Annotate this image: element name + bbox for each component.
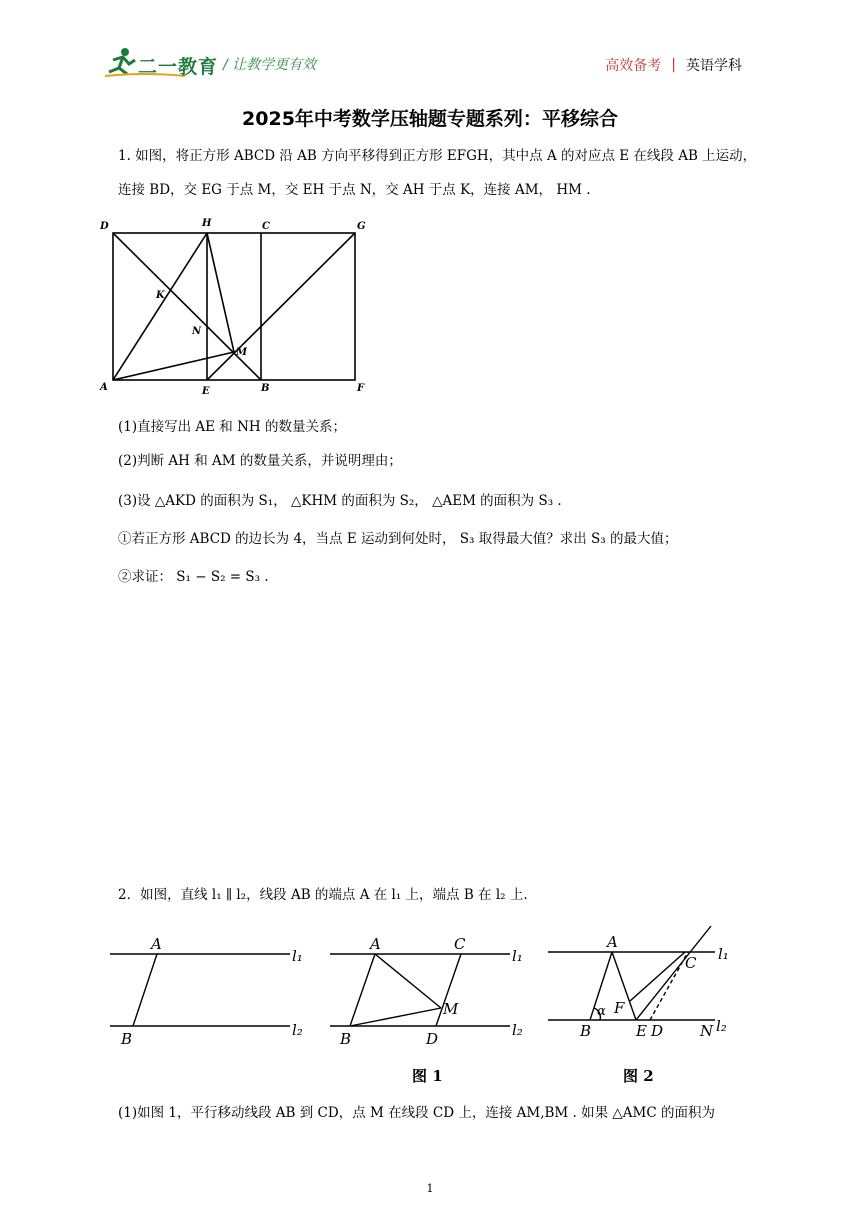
q2-figA-label-B: B xyxy=(121,1030,133,1048)
header-divider: | xyxy=(671,57,676,73)
q2-fig1-label-A: A xyxy=(370,935,381,953)
q2-fig1-label-B: B xyxy=(340,1030,352,1048)
q2-figA-label-l2: l₂ xyxy=(292,1021,303,1039)
q2-fig1-label-D: D xyxy=(426,1030,439,1048)
q1-label-H: H xyxy=(202,218,212,229)
q2-fig2-label-F: F xyxy=(614,999,625,1017)
q2-fig2-label-l1: l₁ xyxy=(718,945,729,963)
q2-figA-label-l1: l₁ xyxy=(292,947,303,965)
q1-line1: 1. 如图，将正方形 ABCD 沿 AB 方向平移得到正方形 EFGH，其中点 A 的对应点 E 在线段 AB 上运动， xyxy=(118,148,757,164)
q1-label-N: N xyxy=(192,326,202,337)
q2-figA-label-A: A xyxy=(151,935,162,953)
q1-label-G: G xyxy=(357,221,366,232)
q1-label-K: K xyxy=(156,290,165,301)
q1-label-M: M xyxy=(236,347,248,358)
q2-fig2-label-l2: l₂ xyxy=(716,1017,727,1035)
q2-fig1-label-l1: l₁ xyxy=(512,947,523,965)
q1-label-D: D xyxy=(100,221,109,232)
slogan: / 让教学更有效 xyxy=(223,57,317,73)
q1-label-A: A xyxy=(100,382,108,393)
q2-fig2-caption: 图 2 xyxy=(623,1067,654,1085)
q1-sub3a: ①若正方形 ABCD 的边长为 4，当点 E 运动到何处时， S₃ 取得最大值？求出 S₃ 的最大值； xyxy=(118,531,678,547)
header-right xyxy=(605,55,742,75)
header-tag-exam: 高效备考 xyxy=(605,58,662,74)
q1-sub3b: ②求证： S₁ − S₂ = S₃ . xyxy=(118,569,269,585)
q2-fig1-caption: 图 1 xyxy=(412,1067,443,1085)
q2-fig1-label-M: M xyxy=(443,1000,459,1018)
header-tag-subject: 英语学科 xyxy=(686,58,742,74)
q2-sub1: (1)如图 1，平行移动线段 AB 到 CD，点 M 在线段 CD 上，连接 AM,BM . 如果 △AMC 的面积为 xyxy=(118,1105,715,1121)
q2-fig2-label-alpha: α xyxy=(597,1004,606,1019)
q2-fig2-label-B: B xyxy=(580,1022,592,1040)
q2-fig2-label-E: E xyxy=(636,1022,647,1040)
q1-line2: 连接 BD，交 EG 于点 M，交 EH 于点 N，交 AH 于点 K，连接 AM， HM . xyxy=(118,182,591,198)
q2-fig1-label-l2: l₂ xyxy=(512,1021,523,1039)
page-number: 1 xyxy=(426,1182,434,1195)
q1-label-B: B xyxy=(261,383,270,394)
logo-text: 二一教育 xyxy=(138,56,219,78)
q1-figure xyxy=(96,212,376,402)
q1-sub2: (2)判断 AH 和 AM 的数量关系，并说明理由； xyxy=(118,453,402,469)
q2-fig2-label-N: N xyxy=(700,1022,714,1040)
q2-fig2-label-A: A xyxy=(607,933,618,951)
q2-fig2-label-C: C xyxy=(685,954,697,972)
q1-label-C: C xyxy=(262,221,270,232)
page-title: 2025年中考数学压轴题专题系列：平移综合 xyxy=(242,108,618,130)
q2-fig2-label-D: D xyxy=(651,1022,664,1040)
q2-figures xyxy=(100,920,740,1090)
q1-sub1: (1)直接写出 AE 和 NH 的数量关系； xyxy=(118,419,346,435)
q2-intro: 2．如图，直线 l₁ ∥ l₂，线段 AB 的端点 A 在 l₁ 上，端点 B 在 l₂ 上. xyxy=(118,887,528,903)
q2-fig1-label-C: C xyxy=(454,935,466,953)
q1-label-F: F xyxy=(357,383,365,394)
q1-label-E: E xyxy=(202,386,210,397)
q1-sub3: (3)设 △AKD 的面积为 S₁， △KHM 的面积为 S₂， △AEM 的面积为 S₃ . xyxy=(118,493,562,509)
